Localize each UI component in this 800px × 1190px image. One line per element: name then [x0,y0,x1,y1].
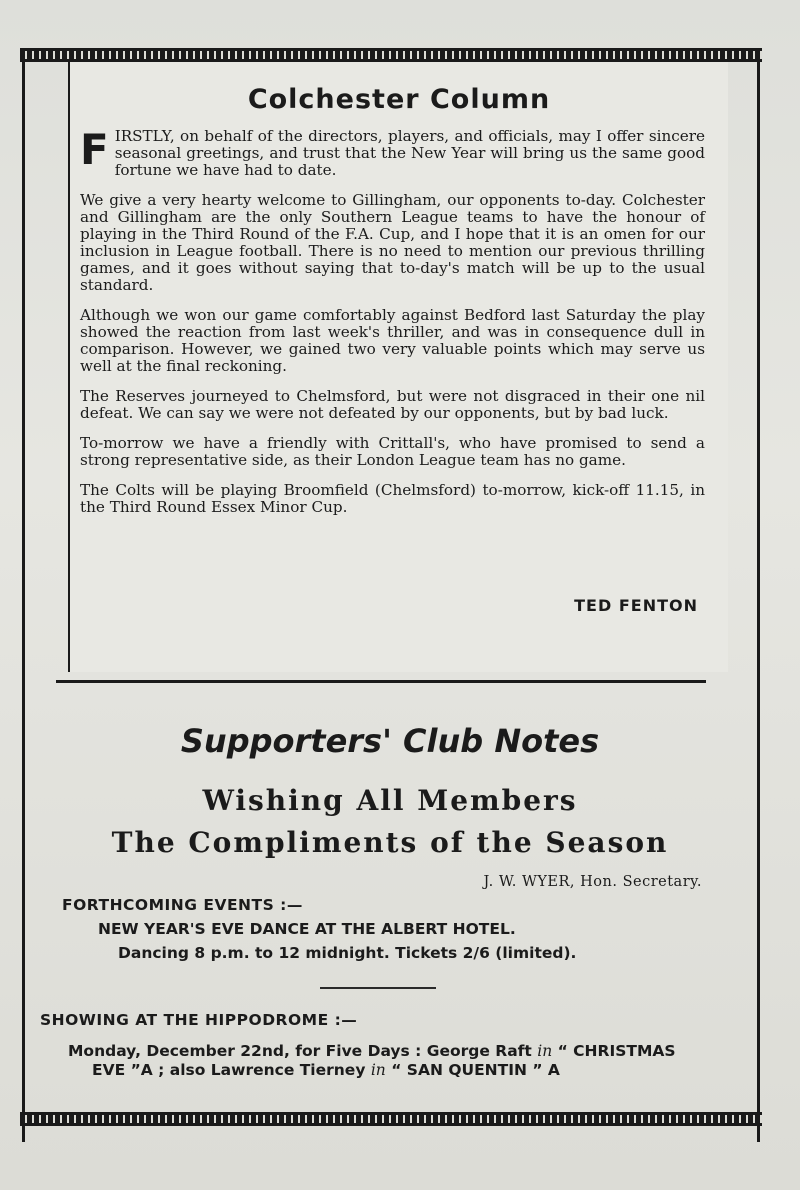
colchester-column-title: Colchester Column [247,84,551,115]
supporters-club-title: Supporters' Club Notes [180,722,600,760]
paragraph-1 [80,125,705,179]
hippodrome-line-1 [68,1042,676,1060]
secretary-credit: J. W. WYER, Hon. Secretary. [483,874,702,890]
section-divider [56,680,706,683]
paragraph-4: The Reserves journeyed to Chelmsford, but were not disgraced in their one nil defeat. We can say we were not defeated by our opponents, but by bad luck. [80,387,705,422]
event-title: NEW YEAR'S EVE DANCE AT THE ALBERT HOTEL. [98,920,516,938]
hippodrome-heading: SHOWING AT THE HIPPODROME :— [40,1011,358,1029]
hippodrome-line-2-a: EVE ”A ; also Lawrence Tierney [92,1061,366,1079]
paragraph-5: To-morrow we have a friendly with Crittall's, who have promised to send a strong representative side, as their London League team has no game. [80,434,705,469]
hippodrome-line-2-in: in [370,1061,386,1079]
colchester-column-box [68,62,728,672]
hippodrome-line-1-a: Monday, December 22nd, for Five Days : George Raft [68,1042,532,1060]
bottom-border-rule [20,1112,762,1126]
short-divider [320,987,436,989]
colchester-column-body [80,125,705,529]
greeting-line-2: The Compliments of the Season [111,826,669,859]
paragraph-3: Although we won our game comfortably against Bedford last Saturday the play showed the reaction from last week's thriller, and was in consequence dull in comparison. However, we gained two very valuable points which may serve us well at the final reckoning. [80,306,705,375]
hippodrome-line-2-b: “ SAN QUENTIN ” A [391,1061,560,1079]
author-signature: TED FENTON [574,596,698,615]
hippodrome-line-1-in: in [537,1042,553,1060]
paragraph-6: The Colts will be playing Broomfield (Chelmsford) to-morrow, kick-off 11.15, in the Third Round Essex Minor Cup. [80,481,705,516]
event-detail: Dancing 8 p.m. to 12 midnight. Tickets 2/6 (limited). [118,944,577,962]
drop-cap: F [80,125,109,174]
paragraph-1-text: IRSTLY, on behalf of the directors, players, and officials, may I offer sincere seasonal greetings, and trust that the New Year will bring us the same good fortune we have had to date. [114,127,705,179]
greeting-line-1: Wishing All Members [202,784,578,817]
hippodrome-line-2 [92,1061,560,1079]
paragraph-2: We give a very hearty welcome to Gillingham, our opponents to-day. Colchester and Gillingham are the only Southern League teams to have the honour of playing in the Third Round of the F.A. Cup, and I hope that it is an omen for our inclusion in League football. There is no need to mention our previous thrilling games, and it goes without saying that to-day's match will be up to the usual standard. [80,191,705,294]
hippodrome-line-1-b: “ CHRISTMAS [557,1042,676,1060]
events-heading: FORTHCOMING EVENTS :— [62,896,303,914]
top-border-rule [20,48,762,62]
